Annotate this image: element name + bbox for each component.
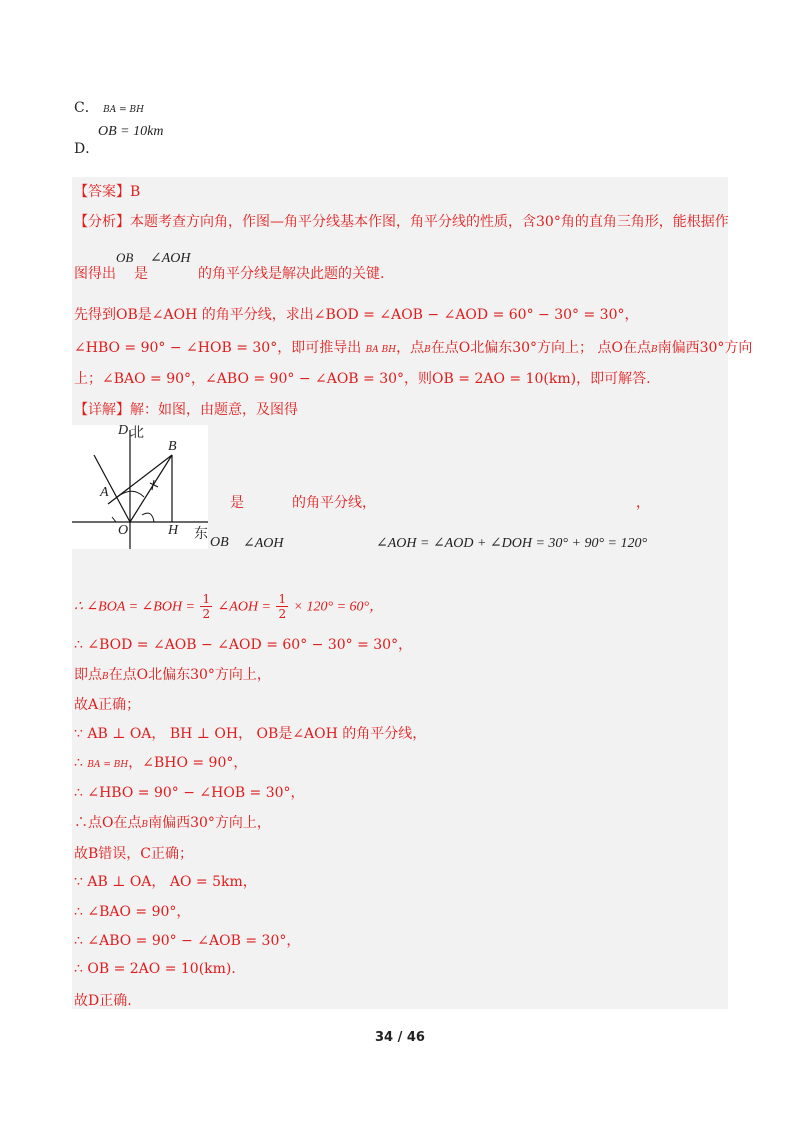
detail-step-5: ∵ AB ⊥ OA， BH ⊥ OH， OB是∠AOH 的角平分线， — [74, 726, 427, 742]
detail-under-aoh: ∠AOH — [243, 536, 284, 551]
detail-step-8-sub: B — [141, 820, 149, 830]
detail-step-3-sub: B — [102, 672, 109, 682]
detail-step-6-sub: BA = BH — [87, 760, 129, 770]
detail-step-11: ∴ ∠BAO = 90°， — [74, 904, 191, 920]
analysis-sub-b: B — [424, 345, 431, 355]
detail-after-fig-bisector: 的角平分线， — [292, 495, 376, 511]
analysis-sub-b2: B — [650, 345, 658, 355]
option-d-formula: OB = 10km — [98, 124, 164, 139]
analysis-text-1: 本题考查方向角，作图—角平分线基本作图，角平分线的性质，含30°角的直角三角形，能根据作 — [130, 214, 729, 230]
option-c-formula: BA = BH — [103, 105, 145, 115]
fraction-half-2: $\frac{1}{2}$ — [278, 592, 287, 621]
analysis-text-4a: ∠HBO = 90° − ∠HOB = 30°，即可推导出 — [74, 340, 362, 356]
detail-after-fig-comma: ， — [636, 495, 650, 511]
detail-step-1a: ∴ ∠BOA = ∠BOH = — [74, 599, 195, 615]
analysis-is: 是 — [134, 266, 148, 282]
option-d-label: D． — [74, 141, 100, 157]
detail-intro: 解：如图，由题意，及图得 — [130, 402, 298, 418]
detail-step-1b: ∠AOH = — [217, 599, 271, 615]
detail-line-intro — [74, 399, 298, 419]
analysis-text-2c: 的角平分线是解决此题的关键. — [198, 266, 385, 282]
analysis-text-4d: 南偏西30°方向 — [657, 340, 753, 356]
analysis-text-4c: 在点O北偏东30°方向上； 点O在点 — [430, 340, 651, 356]
detail-step-9: 故B错误，C正确； — [74, 846, 193, 862]
analysis-text-4b: ，点 — [396, 340, 425, 356]
analysis-line-3: 先得到OB是∠AOH 的角平分线，求出∠BOD = ∠AOB − ∠AOD = 60° − 30° = 30°， — [74, 307, 639, 323]
figure-label-east: 东 — [194, 526, 208, 542]
geometry-figure — [72, 425, 208, 549]
analysis-line-4 — [74, 337, 752, 357]
detail-step-1 — [74, 593, 383, 620]
detail-step-14: 故D正确. — [74, 993, 132, 1009]
analysis-aoh: ∠AOH — [150, 251, 191, 266]
detail-step-3: 即点B在点O北偏东30°方向上， — [74, 667, 271, 683]
detail-step-2: ∴ ∠BOD = ∠AOB − ∠AOD = 60° − 30° = 30°， — [74, 637, 413, 653]
analysis-tag: 【分析】 — [74, 214, 130, 230]
option-c-label: C． — [74, 100, 99, 116]
figure-label-h: H — [168, 523, 179, 538]
detail-step-12: ∴ ∠ABO = 90° − ∠AOB = 30°， — [74, 933, 301, 949]
detail-step-13: ∴ OB = 2AO = 10(km)． — [74, 961, 246, 977]
answer-tag: 【答案】 — [74, 184, 130, 200]
answer-line — [74, 181, 140, 201]
figure-label-north: 北 — [130, 425, 144, 441]
answer-value: B — [130, 184, 141, 200]
analysis-line-1 — [74, 211, 729, 231]
analysis-ob: OB — [116, 250, 134, 265]
detail-step-1c: × 120° = 60°， — [293, 599, 384, 615]
detail-step-10: ∵ AB ⊥ OA， AO = 5km， — [74, 874, 257, 890]
option-c — [74, 97, 144, 117]
detail-step-7: ∴ ∠HBO = 90° − ∠HOB = 30°， — [74, 785, 305, 801]
analysis-sub-babh: BA BH — [365, 345, 397, 355]
detail-after-fig-is: 是 — [230, 495, 244, 511]
figure-label-a: A — [100, 485, 109, 500]
figure-label-d: D — [118, 423, 129, 438]
page-number: 34 / 46 — [375, 1030, 425, 1045]
geometry-svg — [72, 425, 208, 549]
figure-label-o: O — [118, 523, 129, 538]
detail-under-ob: OB — [210, 535, 229, 550]
detail-step-6: ∴ BA = BH，∠BHO = 90°， — [74, 755, 248, 771]
figure-label-b: B — [168, 439, 177, 454]
analysis-line-2 — [74, 263, 116, 283]
fraction-half-1: $\frac{1}{2}$ — [202, 592, 211, 621]
detail-step-8: ∴点O在点B南偏西30°方向上， — [74, 815, 271, 831]
detail-step-4: 故A正确； — [74, 697, 141, 713]
detail-tag: 【详解】 — [74, 402, 130, 418]
analysis-line-5: 上；∠BAO = 90°，∠ABO = 90° − ∠AOB = 30°，则OB = 2AO = 10(km)，即可解答. — [74, 371, 651, 387]
analysis-text-2a: 图得出 — [74, 266, 116, 282]
detail-eq-aoh: ∠AOH = ∠AOD + ∠DOH = 30° + 90° = 120° — [376, 536, 648, 551]
